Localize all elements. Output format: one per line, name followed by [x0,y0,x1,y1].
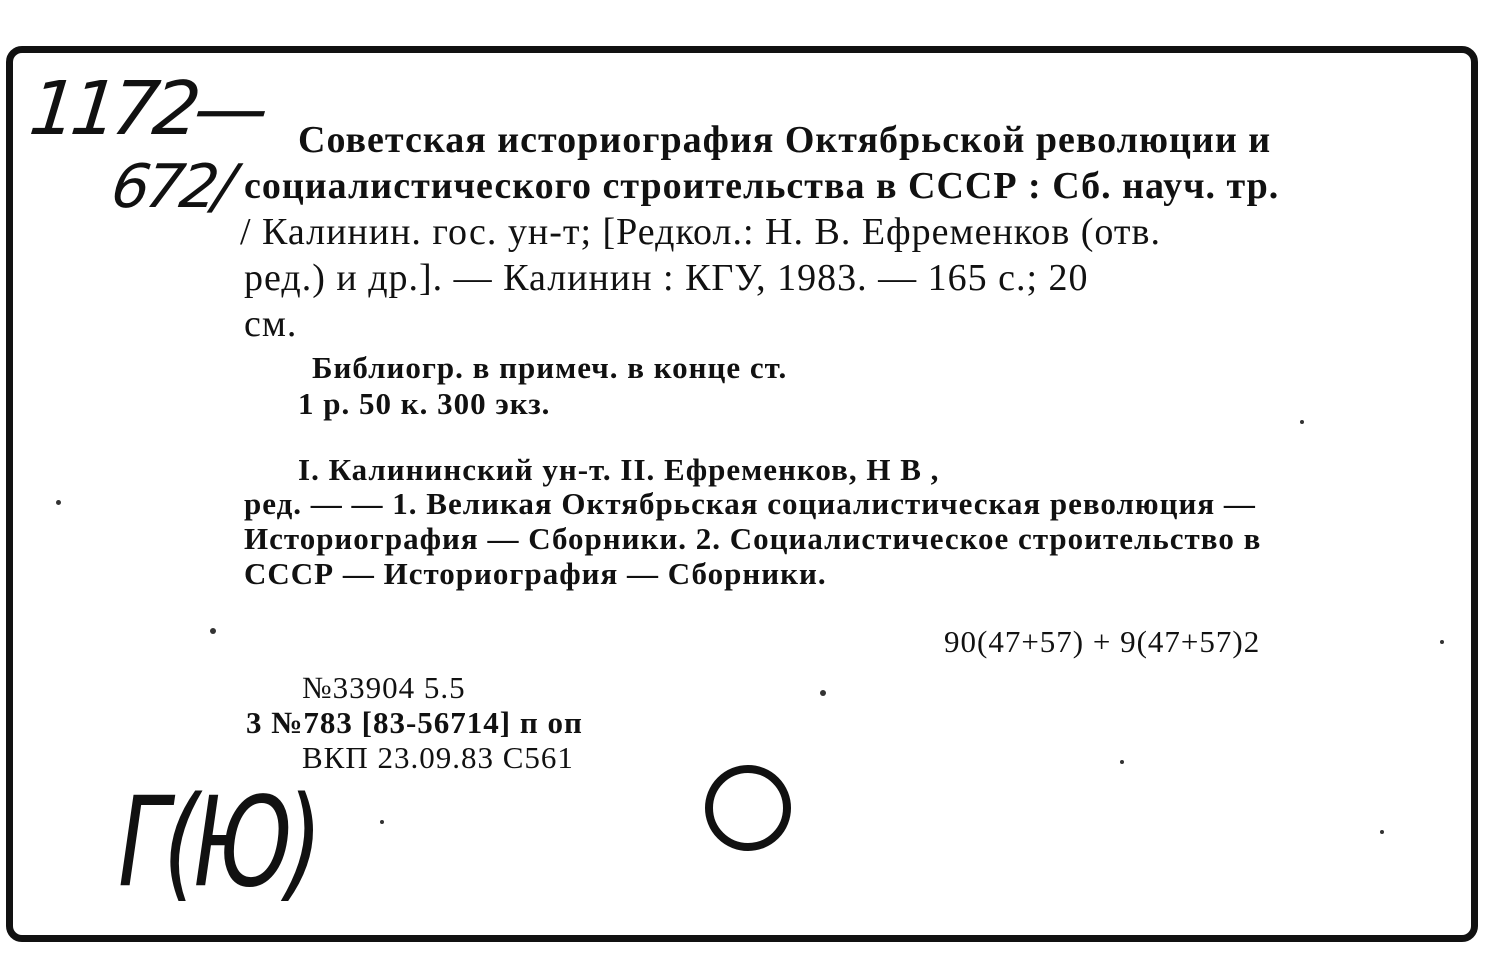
handwritten-call-number-top: 1172— [25,66,267,152]
subject-line-4: СССР — Историография — Сборники. [244,556,827,591]
registry-line-2: 3 №783 [83-56714] п оп [246,705,583,740]
scan-speck [820,690,826,696]
scan-speck [1380,830,1384,834]
bibliography-note: Библиогр. в примеч. в конце ст. [312,350,788,385]
scan-speck [1120,760,1124,764]
classification-code: 90(47+57) + 9(47+57)2 [944,624,1261,659]
punch-hole-circle [705,765,791,851]
title-line-1: Советская историография Октябрьской революции и [298,119,1272,161]
subject-line-3: Историография — Сборники. 2. Социалистическое строительство в [244,521,1262,556]
scan-speck [1440,640,1444,644]
scan-speck [380,820,384,824]
subject-line-1: I. Калининский ун-т. II. Ефременков, Н В , [298,452,940,487]
registry-line-3: ВКП 23.09.83 С561 [302,740,574,775]
publication-line-4: ред.) и др.]. — Калинин : КГУ, 1983. — 165 с.; 20 [244,257,1089,299]
publication-line-3: / Калинин. гос. ун-т; [Редкол.: Н. В. Ефременков (отв. [240,211,1161,253]
title-line-2: социалистического строительства в СССР : Сб. науч. тр. [244,165,1280,207]
price-note: 1 р. 50 к. 300 экз. [298,386,551,421]
handwritten-call-number-mid: 672/ [107,152,236,222]
scan-speck [1300,420,1304,424]
registry-line-1: №33904 5.5 [302,670,466,705]
subject-line-2: ред. — — 1. Великая Октябрьская социалистическая революция — [244,486,1256,521]
scan-speck [210,628,216,634]
handwritten-shelf-mark: Г(Ю) [118,770,317,915]
publication-line-5: см. [244,303,298,345]
scan-speck [56,500,61,505]
